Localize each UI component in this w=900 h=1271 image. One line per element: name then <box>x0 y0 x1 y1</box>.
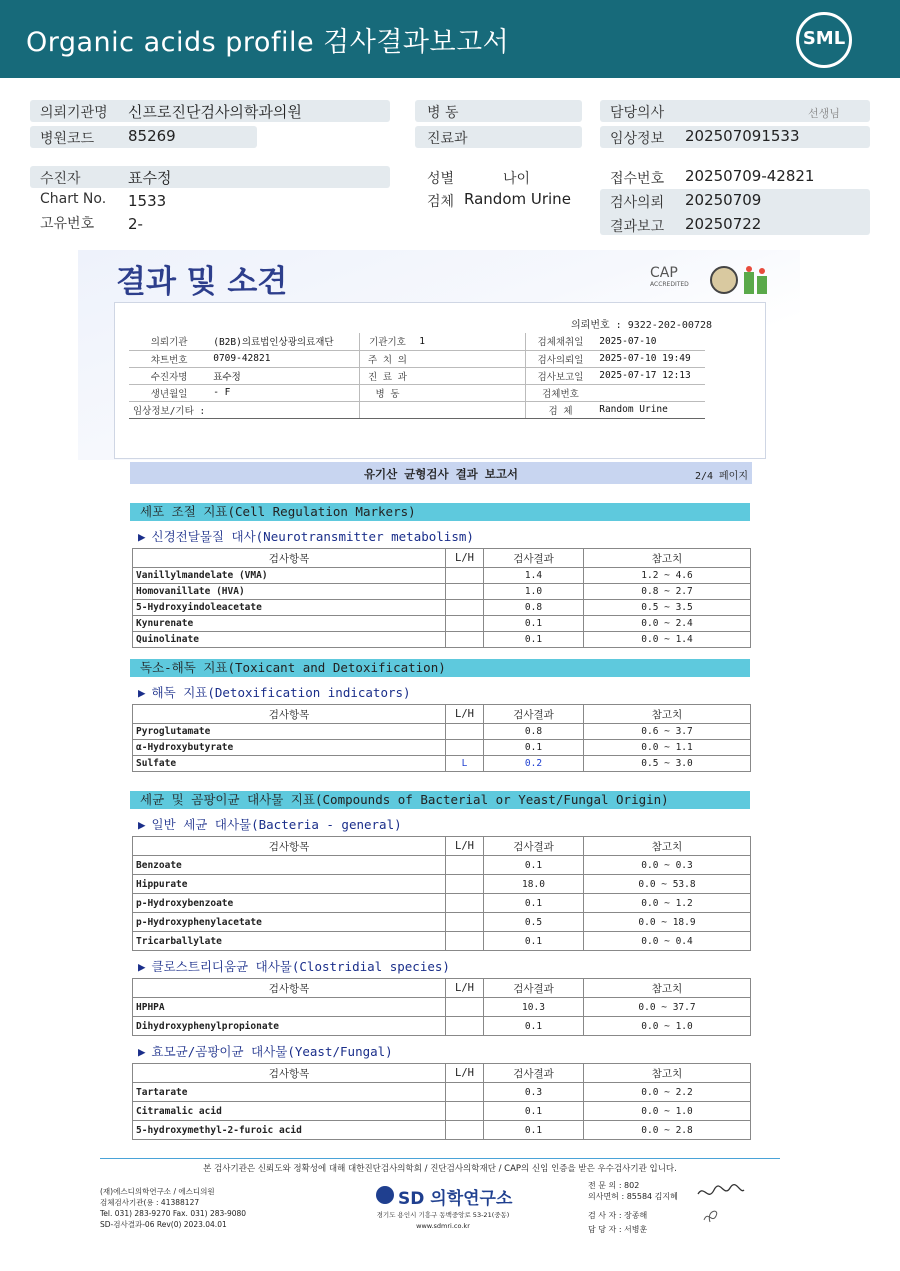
analyte-name: Vanillylmandelate (VMA) <box>133 568 446 584</box>
tester: 검 사 자 : 장종해 <box>588 1211 648 1220</box>
order-row <box>129 333 705 350</box>
column-header: 검사항목 <box>133 979 446 998</box>
report-title: 결과 및 소견 <box>116 264 288 300</box>
table-header-row <box>133 837 751 856</box>
flag-cell <box>446 584 484 600</box>
flag-cell <box>446 1017 484 1036</box>
table-header-row <box>133 549 751 568</box>
table-row <box>133 1102 751 1121</box>
analyte-name: Kynurenate <box>133 616 446 632</box>
analyte-name: 5-hydroxymethyl-2-furoic acid <box>133 1121 446 1140</box>
result-value: 10.3 <box>484 998 584 1017</box>
patient-value: 표수정 <box>128 169 172 187</box>
order-field-value: - F <box>209 384 359 401</box>
flag-cell <box>446 600 484 616</box>
lab-contact <box>100 1186 246 1230</box>
column-header: 참고치 <box>584 549 751 568</box>
reference-range: 0.0 ~ 18.9 <box>584 913 751 932</box>
flag-cell <box>446 894 484 913</box>
order-number-label: 의뢰번호 : <box>571 320 622 331</box>
lab-phone: Tel. 031) 283-9270 Fax. 031) 283-9080 <box>100 1209 247 1218</box>
result-value: 0.1 <box>484 1017 584 1036</box>
order-field-label: 의뢰기관 <box>129 333 209 350</box>
flag-cell <box>446 913 484 932</box>
reference-range: 0.0 ~ 2.2 <box>584 1083 751 1102</box>
column-header: L/H <box>446 837 484 856</box>
triangle-bullet-icon: ▶ <box>138 529 146 544</box>
order-row <box>129 384 705 401</box>
subsection-title: 클로스트리디움균 대사물(Clostridial species) <box>151 959 450 974</box>
subsection-title: 일반 세균 대사물(Bacteria - general) <box>151 817 402 832</box>
order-field-label: 기관기호 <box>359 333 415 350</box>
sml-logo <box>796 12 852 68</box>
table-row <box>133 1017 751 1036</box>
column-header: 검사항목 <box>133 705 446 724</box>
column-header: 검사항목 <box>133 1064 446 1083</box>
subsection-title: 효모균/곰팡이균 대사물(Yeast/Fungal) <box>151 1044 393 1059</box>
subsection-neurotransmitter <box>138 527 474 545</box>
cap-logo-sub: ACCREDITED <box>650 281 689 288</box>
order-field-value <box>415 367 525 384</box>
column-header: 참고치 <box>584 1064 751 1083</box>
column-header: 검사결과 <box>484 1064 584 1083</box>
result-value: 1.0 <box>484 584 584 600</box>
report-heading: 유기산 균형검사 결과 보고서 <box>363 467 519 481</box>
order-field-value <box>209 401 359 418</box>
order-field-label: 생년월일 <box>129 384 209 401</box>
result-value: 0.1 <box>484 856 584 875</box>
manager: 담 당 자 : 서병훈 <box>588 1225 648 1234</box>
results-table-bacteria <box>132 836 751 951</box>
table-row <box>133 724 751 740</box>
table-row <box>133 875 751 894</box>
order-field-value: 1 <box>415 333 525 350</box>
triangle-bullet-icon: ▶ <box>138 817 146 832</box>
accreditation-note: 본 검사기관은 신뢰도와 정확성에 대해 대한진단검사의학회 / 진단검사의학재단 / CAP의 신임 인증을 받은 우수검사기관 입니다. <box>203 1164 677 1174</box>
result-value: 0.1 <box>484 632 584 648</box>
order-field-label: 검체번호 <box>525 384 595 401</box>
result-value: 18.0 <box>484 875 584 894</box>
reference-range: 0.0 ~ 37.7 <box>584 998 751 1017</box>
order-row <box>129 350 705 367</box>
reference-range: 0.0 ~ 1.4 <box>584 632 751 648</box>
specialist-info <box>588 1180 678 1202</box>
reference-range: 0.0 ~ 1.0 <box>584 1102 751 1121</box>
results-table-neurotransmitter <box>132 548 751 648</box>
req-inst-value: 신프로진단검사의학과의원 <box>128 103 302 121</box>
footer-divider <box>100 1158 780 1159</box>
results-table-detox <box>132 704 751 772</box>
order-row <box>129 401 705 418</box>
result-value: 0.1 <box>484 1102 584 1121</box>
results-table-clostridial <box>132 978 751 1036</box>
sd-logo-icon <box>376 1186 394 1204</box>
table-row <box>133 856 751 875</box>
report-document <box>78 250 800 1150</box>
specimen-label: 검체 <box>427 194 455 210</box>
reference-range: 0.5 ~ 3.0 <box>584 756 751 772</box>
hosp-code-label: 병원코드 <box>40 131 95 147</box>
section-bacterial-fungal: 세균 및 곰팡이균 대사물 지표(Compounds of Bacterial or Yeast/Fungal Origin) <box>130 791 750 809</box>
page-title: Organic acids profile 검사결과보고서 <box>26 27 510 58</box>
order-field-label: 검 체 <box>525 401 595 418</box>
result-date-label: 결과보고 <box>610 219 665 235</box>
report-heading-bar <box>130 462 752 484</box>
subsection-title: 해독 지표(Detoxification indicators) <box>151 685 411 700</box>
table-row <box>133 756 751 772</box>
reference-range: 0.6 ~ 3.7 <box>584 724 751 740</box>
table-header-row <box>133 705 751 724</box>
chart-label: Chart No. <box>40 191 107 207</box>
license-no: 의사면허 : 85584 김지혜 <box>588 1192 678 1201</box>
table-row <box>133 998 751 1017</box>
table-row <box>133 913 751 932</box>
hosp-code-value: 85269 <box>128 127 176 145</box>
order-field-label: 검사의뢰일 <box>525 350 595 367</box>
result-value: 0.2 <box>484 756 584 772</box>
reference-range: 0.0 ~ 1.2 <box>584 894 751 913</box>
flag-cell <box>446 740 484 756</box>
column-header: 참고치 <box>584 837 751 856</box>
subsection-clostridial <box>138 957 450 975</box>
staff-info <box>588 1209 647 1237</box>
req-date-label: 검사의뢰 <box>610 195 665 211</box>
order-row <box>129 367 705 384</box>
cap-accredited-logo <box>650 265 689 290</box>
uid-value: 2- <box>128 215 143 233</box>
lab-address <box>376 1210 510 1232</box>
order-number <box>571 316 712 331</box>
flag-cell <box>446 1102 484 1121</box>
triangle-bullet-icon: ▶ <box>138 685 146 700</box>
result-value: 0.8 <box>484 724 584 740</box>
analyte-name: Hippurate <box>133 875 446 894</box>
doctor-label: 담당의사 <box>610 105 665 121</box>
column-header: 검사결과 <box>484 705 584 724</box>
reference-range: 1.2 ~ 4.6 <box>584 568 751 584</box>
receipt-label: 접수번호 <box>610 171 665 187</box>
analyte-name: p-Hydroxyphenylacetate <box>133 913 446 932</box>
order-field-label: 검사보고일 <box>525 367 595 384</box>
subsection-detox <box>138 683 411 701</box>
flag-cell <box>446 998 484 1017</box>
order-field-value: 표수정 <box>209 367 359 384</box>
age-label: 나이 <box>503 171 531 187</box>
column-header: L/H <box>446 979 484 998</box>
order-field-value: 2025-07-17 12:13 <box>595 367 705 384</box>
order-field-value: Random Urine <box>595 401 705 418</box>
table-header-row <box>133 1064 751 1083</box>
flag-cell <box>446 1121 484 1140</box>
cap-logo-text: CAP <box>650 265 678 281</box>
subsection-title: 신경전달물질 대사(Neurotransmitter metabolism) <box>151 529 474 544</box>
section-cell-regulation: 세포 조절 지표(Cell Regulation Markers) <box>130 503 750 521</box>
result-value: 0.8 <box>484 600 584 616</box>
doctor-suffix: 선생님 <box>808 107 840 120</box>
order-field-label: 임상정보/기타 : <box>129 401 209 418</box>
analyte-name: α-Hydroxybutyrate <box>133 740 446 756</box>
table-row <box>133 740 751 756</box>
analyte-name: Citramalic acid <box>133 1102 446 1121</box>
order-field-value <box>595 384 705 401</box>
doc-revision: SD-검사결과-06 Rev(0) 2023.04.01 <box>100 1220 227 1229</box>
website: www.sdmri.co.kr <box>416 1222 470 1230</box>
lab-code: 검체검사기관(용 : 41388127 <box>100 1198 200 1207</box>
sex-label: 성별 <box>427 171 455 187</box>
reference-range: 0.5 ~ 3.5 <box>584 600 751 616</box>
specimen-value: Random Urine <box>464 190 571 208</box>
order-field-value <box>415 350 525 367</box>
certification-mark-icon <box>744 266 770 294</box>
analyte-name: Pyroglutamate <box>133 724 446 740</box>
signature-icon <box>694 1180 746 1228</box>
reference-range: 0.0 ~ 2.4 <box>584 616 751 632</box>
table-row <box>133 600 751 616</box>
order-field-label: 주 치 의 <box>359 350 415 367</box>
triangle-bullet-icon: ▶ <box>138 1044 146 1059</box>
table-row <box>133 1083 751 1102</box>
result-value: 0.1 <box>484 932 584 951</box>
order-field-label: 검체채취일 <box>525 333 595 350</box>
result-value: 0.3 <box>484 1083 584 1102</box>
order-number-value: 9322-202-00728 <box>627 320 713 331</box>
order-field-label: 병 동 <box>359 384 415 401</box>
subsection-bacteria <box>138 815 402 833</box>
order-field-label: 수진자명 <box>129 367 209 384</box>
column-header: L/H <box>446 549 484 568</box>
dept-label: 진료과 <box>427 131 468 147</box>
reference-range: 0.0 ~ 2.8 <box>584 1121 751 1140</box>
reference-range: 0.0 ~ 0.4 <box>584 932 751 951</box>
order-field-value <box>415 401 525 418</box>
clinical-label: 임상정보 <box>610 131 665 147</box>
table-row <box>133 632 751 648</box>
column-header: 검사결과 <box>484 837 584 856</box>
result-value: 0.5 <box>484 913 584 932</box>
analyte-name: p-Hydroxybenzoate <box>133 894 446 913</box>
analyte-name: Tricarballylate <box>133 932 446 951</box>
flag-cell <box>446 875 484 894</box>
result-value: 0.1 <box>484 1121 584 1140</box>
column-header: 검사항목 <box>133 549 446 568</box>
flag-cell <box>446 568 484 584</box>
result-value: 0.1 <box>484 894 584 913</box>
specialist-no: 전 문 의 : 802 <box>588 1181 640 1190</box>
analyte-name: Tartarate <box>133 1083 446 1102</box>
reference-range: 0.8 ~ 2.7 <box>584 584 751 600</box>
order-field-value: 2025-07-10 19:49 <box>595 350 705 367</box>
results-table-yeast <box>132 1063 751 1140</box>
reference-range: 0.0 ~ 0.3 <box>584 856 751 875</box>
ward-label: 병 동 <box>427 105 459 121</box>
analyte-name: 5-Hydroxyindoleacetate <box>133 600 446 616</box>
reference-range: 0.0 ~ 53.8 <box>584 875 751 894</box>
result-value: 1.4 <box>484 568 584 584</box>
flag-cell <box>446 856 484 875</box>
reference-range: 0.0 ~ 1.1 <box>584 740 751 756</box>
result-value: 0.1 <box>484 616 584 632</box>
order-field-label <box>359 401 415 418</box>
receipt-value: 20250709-42821 <box>685 167 815 185</box>
req-inst-label: 의뢰기관명 <box>40 105 108 121</box>
order-info-panel <box>114 302 766 459</box>
sml-logo-text: SML <box>802 28 846 49</box>
subsection-yeast <box>138 1042 393 1060</box>
section-toxicant: 독소-해독 지표(Toxicant and Detoxification) <box>130 659 750 677</box>
result-date-value: 20250722 <box>685 215 762 233</box>
column-header: 참고치 <box>584 705 751 724</box>
society-seal-icon <box>710 266 738 294</box>
column-header: 검사결과 <box>484 979 584 998</box>
patient-pill <box>30 166 390 188</box>
flag-cell: L <box>446 756 484 772</box>
table-header-row <box>133 979 751 998</box>
uid-label: 고유번호 <box>40 216 95 232</box>
page-indicator: 2/4 페이지 <box>694 471 748 482</box>
req-date-value: 20250709 <box>685 191 762 209</box>
flag-cell <box>446 724 484 740</box>
analyte-name: Benzoate <box>133 856 446 875</box>
lab-name: (재)에스디의학연구소 / 에스디의원 <box>100 1187 215 1196</box>
flag-cell <box>446 616 484 632</box>
analyte-name: Dihydroxyphenylpropionate <box>133 1017 446 1036</box>
result-value: 0.1 <box>484 740 584 756</box>
order-field-label: 진 료 과 <box>359 367 415 384</box>
table-row <box>133 616 751 632</box>
flag-cell <box>446 632 484 648</box>
table-row <box>133 568 751 584</box>
table-row <box>133 1121 751 1140</box>
table-row <box>133 894 751 913</box>
order-field-value <box>415 384 525 401</box>
table-row <box>133 584 751 600</box>
order-field-value: 2025-07-10 <box>595 333 705 350</box>
order-info-table <box>129 333 705 419</box>
reference-range: 0.0 ~ 1.0 <box>584 1017 751 1036</box>
patient-label: 수진자 <box>40 171 81 187</box>
analyte-name: HPHPA <box>133 998 446 1017</box>
order-field-value: 0709-42821 <box>209 350 359 367</box>
order-field-label: 챠트번호 <box>129 350 209 367</box>
analyte-name: Sulfate <box>133 756 446 772</box>
address-line: 경기도 용인시 기흥구 동백중앙로 53-21(중동) <box>376 1211 510 1219</box>
analyte-name: Homovanillate (HVA) <box>133 584 446 600</box>
clinical-value: 202507091533 <box>685 127 800 145</box>
column-header: L/H <box>446 705 484 724</box>
order-field-value: (B2B)의료법인상광의료재단 <box>209 333 359 350</box>
column-header: L/H <box>446 1064 484 1083</box>
column-header: 검사항목 <box>133 837 446 856</box>
column-header: 검사결과 <box>484 549 584 568</box>
flag-cell <box>446 932 484 951</box>
sd-brand-name: SD 의학연구소 <box>398 1189 513 1209</box>
header-bar <box>0 0 900 78</box>
chart-value: 1533 <box>128 192 167 210</box>
table-row <box>133 932 751 951</box>
triangle-bullet-icon: ▶ <box>138 959 146 974</box>
flag-cell <box>446 1083 484 1102</box>
analyte-name: Quinolinate <box>133 632 446 648</box>
column-header: 참고치 <box>584 979 751 998</box>
